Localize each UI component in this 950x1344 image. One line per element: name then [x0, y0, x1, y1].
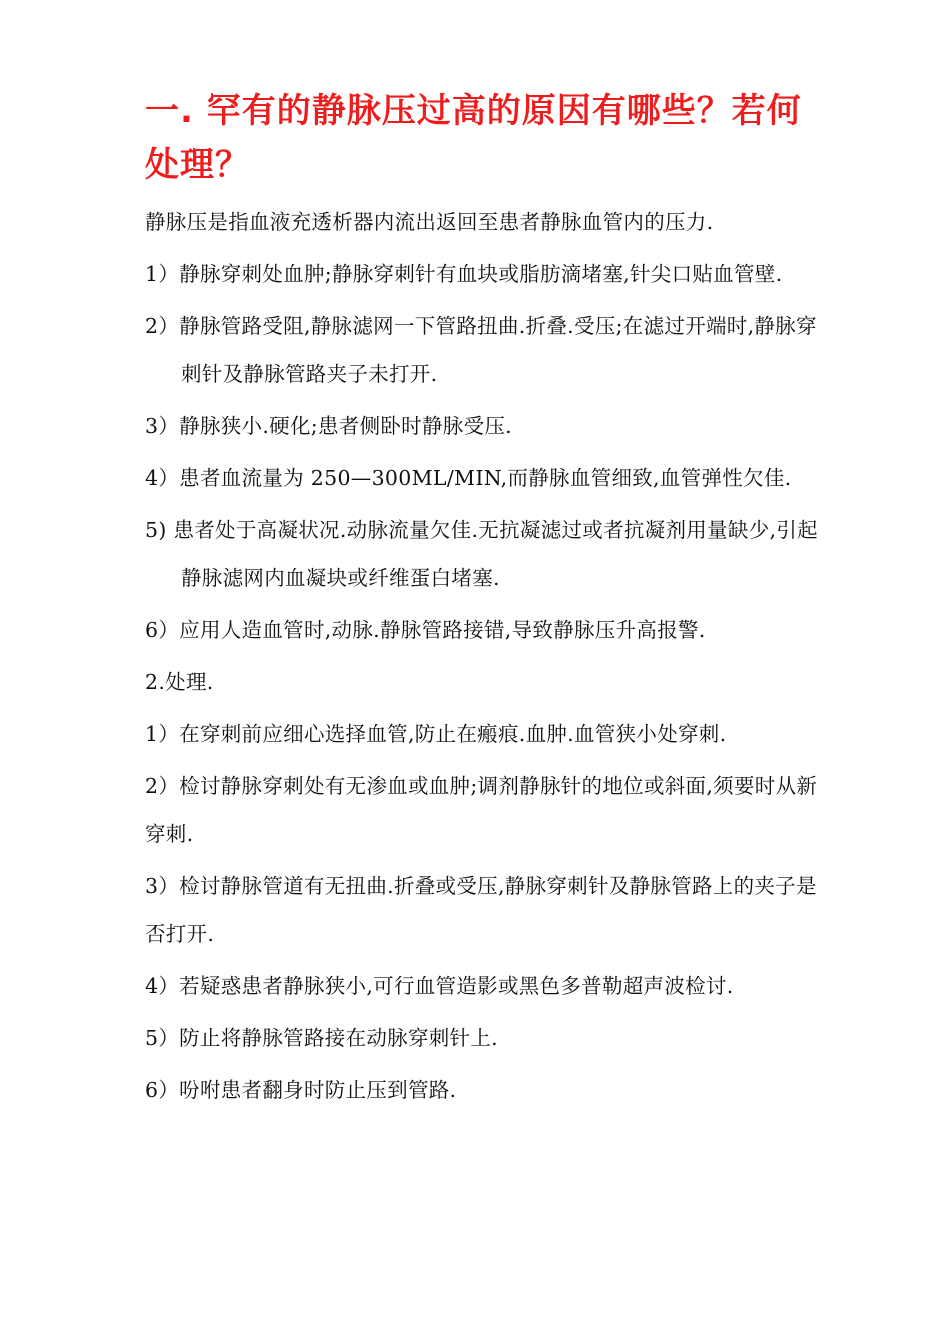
- treatment-item-4: 4）若疑惑患者静脉狭小,可行血管造影或黑色多普勒超声波检讨.: [145, 974, 734, 998]
- cause-item-6: 6）应用人造血管时,动脉.静脉管路接错,导致静脉压升高报警.: [145, 618, 706, 642]
- treatment-heading: 2.处理.: [145, 670, 214, 694]
- page-title: 一. 罕有的静脉压过高的原因有哪些？若何处理？: [145, 91, 802, 185]
- cause-item-1: 1）静脉穿刺处血肿;静脉穿刺针有血块或脂肪滴堵塞,针尖口贴血管壁.: [145, 262, 783, 286]
- treatment-item-2: 2）检讨静脉穿刺处有无渗血或血肿;调剂静脉针的地位或斜面,须要时从新穿刺.: [145, 774, 818, 846]
- cause-item-3: 3）静脉狭小.硬化;患者侧卧时静脉受压.: [145, 414, 512, 438]
- treatment-item-3: 3）检讨静脉管道有无扭曲.折叠或受压,静脉穿刺针及静脉管路上的夹子是否打开.: [145, 874, 817, 946]
- intro-paragraph: 静脉压是指血液充透析器内流出返回至患者静脉血管内的压力.: [145, 210, 714, 234]
- treatment-item-6: 6）吩咐患者翻身时防止压到管路.: [145, 1078, 457, 1102]
- cause-item-2: 2）静脉管路受阻,静脉滤网一下管路扭曲.折叠.受压;在滤过开端时,静脉穿刺针及静脉管路夹子未打开.: [145, 314, 817, 386]
- treatment-item-5: 5）防止将静脉管路接在动脉穿刺针上.: [145, 1026, 498, 1050]
- cause-item-5: 5) 患者处于高凝状况.动脉流量欠佳.无抗凝滤过或者抗凝剂用量缺少,引起静脉滤网内血凝块或纤维蛋白堵塞.: [145, 518, 818, 590]
- document-body: [145, 198, 825, 1118]
- treatment-item-1: 1）在穿刺前应细心选择血管,防止在瘢痕.血肿.血管狭小处穿刺.: [145, 722, 727, 746]
- cause-item-4: 4）患者血流量为 250—300ML/MIN,而静脉血管细致,血管弹性欠佳.: [145, 466, 792, 490]
